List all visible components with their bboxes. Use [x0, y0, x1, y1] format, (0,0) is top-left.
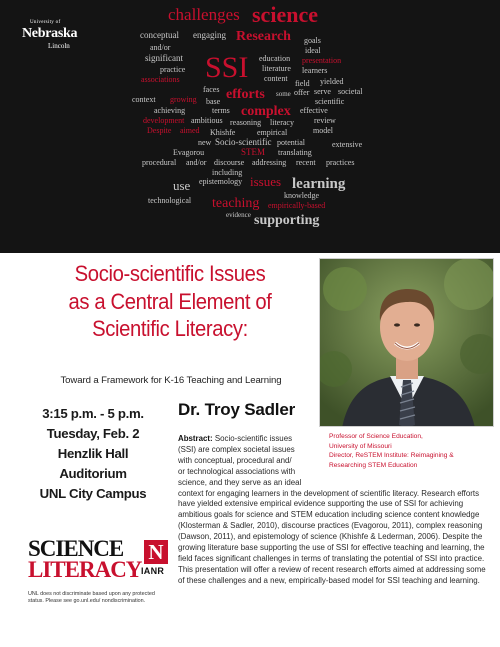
speaker-affiliation-line: Professor of Science Education, [329, 433, 423, 440]
word-cloud-term: scientific [315, 97, 345, 106]
word-cloud-term: Khishfe [210, 128, 236, 137]
word-cloud-term: learners [302, 66, 328, 75]
word-cloud-term: efforts [226, 87, 265, 102]
word-cloud-term: development [143, 116, 185, 125]
university-logo-name: Nebraska [22, 26, 78, 41]
abstract-line: Socio-scientific issues [214, 434, 293, 443]
event-date: Tuesday, Feb. 2 [46, 426, 140, 441]
word-cloud-term: literature [262, 64, 291, 73]
abstract-line: science, and they serve as an ideal [178, 477, 302, 487]
word-cloud-term: practices [326, 158, 355, 167]
word-cloud-term: field [295, 79, 310, 88]
word-cloud-term: use [173, 178, 191, 193]
word-cloud-term: serve [314, 87, 331, 96]
word-cloud-term: SSI [205, 51, 249, 84]
word-cloud-term: empirical [257, 128, 288, 137]
word-cloud-term: and/or [150, 43, 171, 52]
word-cloud-term: significant [145, 53, 183, 63]
word-cloud-term: evidence [226, 211, 251, 219]
science-literacy-logo [28, 536, 168, 588]
word-cloud-term: associations [141, 75, 180, 84]
word-cloud-term: science [252, 2, 318, 27]
abstract-line: or technological associations with [178, 466, 296, 476]
abstract-intro [178, 434, 326, 445]
word-cloud-term: engaging [193, 30, 226, 40]
university-logo [22, 20, 76, 60]
word-cloud-term: aimed [180, 126, 200, 135]
word-cloud-term: Socio-scientific [215, 137, 272, 147]
word-cloud-term: teaching [212, 196, 260, 211]
logo-ianr: IANR [141, 566, 165, 576]
word-cloud-term: discourse [214, 158, 245, 167]
speaker-affiliation-line: University of Missouri [329, 442, 392, 450]
word-cloud-term: and/or [186, 158, 207, 167]
word-cloud-term: growing [170, 95, 197, 104]
word-cloud-term: presentation [302, 56, 342, 65]
word-cloud-term: yielded [320, 77, 344, 86]
word-cloud-term: societal [338, 87, 363, 96]
word-cloud-term: Research [236, 29, 291, 44]
speaker-affiliation-line: Director, ReSTEM Institute: Reimagining & [329, 452, 454, 459]
word-cloud-term: addressing [252, 158, 287, 167]
word-cloud-term: challenges [168, 5, 240, 24]
word-cloud-term: technological [148, 196, 192, 205]
nondiscrimination-notice: UNL does not discriminate based upon any protected status. Please see go.unl.edu/ nondiscrimination. [28, 591, 155, 605]
abstract-line: (SSI) are complex societal issues [178, 444, 295, 454]
word-cloud-term: some [276, 90, 291, 98]
word-cloud-term: empirically-based [268, 201, 326, 210]
word-cloud-term: review [314, 116, 336, 125]
word-cloud-term: complex [241, 104, 291, 119]
word-cloud-term: context [132, 95, 156, 104]
event-campus: UNL City Campus [39, 486, 147, 501]
word-cloud-term: procedural [142, 158, 177, 167]
word-cloud-term: faces [203, 85, 220, 94]
speaker-affiliation-line: Researching STEM Education [329, 461, 418, 469]
logo-literacy-word: LITERACY [28, 557, 142, 582]
word-cloud-term: new [198, 138, 212, 147]
event-time: 3:15 p.m. - 5 p.m. [42, 406, 144, 421]
talk-title [36, 260, 305, 343]
nebraska-n-icon: N [144, 540, 168, 564]
talk-subtitle: Toward a Framework for K-16 Teaching and Learning [60, 375, 282, 386]
word-cloud-term: terms [212, 106, 230, 115]
word-cloud-term: education [259, 54, 291, 63]
word-cloud-term: conceptual [140, 30, 179, 40]
speaker-name: Dr. Troy Sadler [178, 400, 295, 419]
word-cloud-term: STEM [241, 147, 266, 157]
word-cloud-term: literacy [270, 118, 294, 127]
word-cloud-term: goals [304, 36, 321, 45]
word-cloud-term: issues [250, 174, 282, 189]
word-cloud-term: achieving [154, 106, 186, 115]
logo-science-word: SCIENCE [28, 536, 124, 561]
word-cloud-term: Despite [147, 126, 172, 135]
word-cloud-term: base [206, 97, 221, 106]
abstract-line: with conceptual, procedural and/ [178, 455, 292, 465]
word-cloud-term: recent [296, 158, 316, 167]
word-cloud-term: translating [278, 148, 312, 157]
word-cloud-term: offer [294, 88, 310, 97]
word-cloud-term: epistemology [199, 177, 243, 186]
word-cloud-term: Evagorou [173, 148, 205, 157]
word-cloud-term: knowledge [284, 191, 320, 200]
word-cloud-term: practice [160, 65, 186, 74]
word-cloud-term: model [313, 126, 333, 135]
talk-title-line: Socio-scientific Issues [74, 261, 266, 286]
word-cloud-term: ambitious [191, 116, 223, 125]
talk-title-line: Scientific Literacy: [92, 316, 248, 341]
event-details [28, 404, 158, 504]
university-logo-city: Lincoln [48, 42, 70, 50]
word-cloud-term: potential [277, 138, 305, 147]
abstract-label: Abstract: [178, 434, 213, 443]
word-cloud-banner [0, 0, 500, 253]
abstract [178, 434, 494, 587]
word-cloud-term: reasoning [230, 118, 262, 127]
word-cloud-term: extensive [332, 140, 363, 149]
word-cloud-term: including [212, 168, 243, 177]
talk-title-line: as a Central Element of [68, 288, 272, 314]
university-logo-top: University of [30, 20, 61, 25]
word-cloud-term: learning [292, 176, 346, 192]
speaker-portrait-illustration [320, 259, 494, 427]
event-venue: Henzlik Hall [57, 446, 129, 461]
word-cloud-term: effective [300, 106, 328, 115]
event-venue-room: Auditorium [59, 466, 127, 481]
abstract-body: context for engaging learners in the development of scientific literacy. Research efforts have yielded extensive empirical evidence supporting the use of SSI for achieving ambitious goals for science and STEM education including science content knowledge (Klosterman & Sadler, 2010), discourse practices (Evagorou, 2011), complex reasoning (Dawson, 2011), and epistemology of science (Khishfe & Lederman, 2006). Despite the growing literature base supporting the use of SSI for effective teaching and learning, the field faces significant challenges in terms of translating the potential of SSI into practice. This presentation will offer a review of recent research efforts aimed at addressing some of these challenges and a new, empirically-based model for SSI teaching and learning. [178, 488, 486, 585]
speaker-photo [319, 258, 494, 427]
word-cloud-term: content [264, 74, 288, 83]
word-cloud-term: supporting [254, 213, 320, 228]
word-cloud-term: ideal [305, 46, 321, 55]
